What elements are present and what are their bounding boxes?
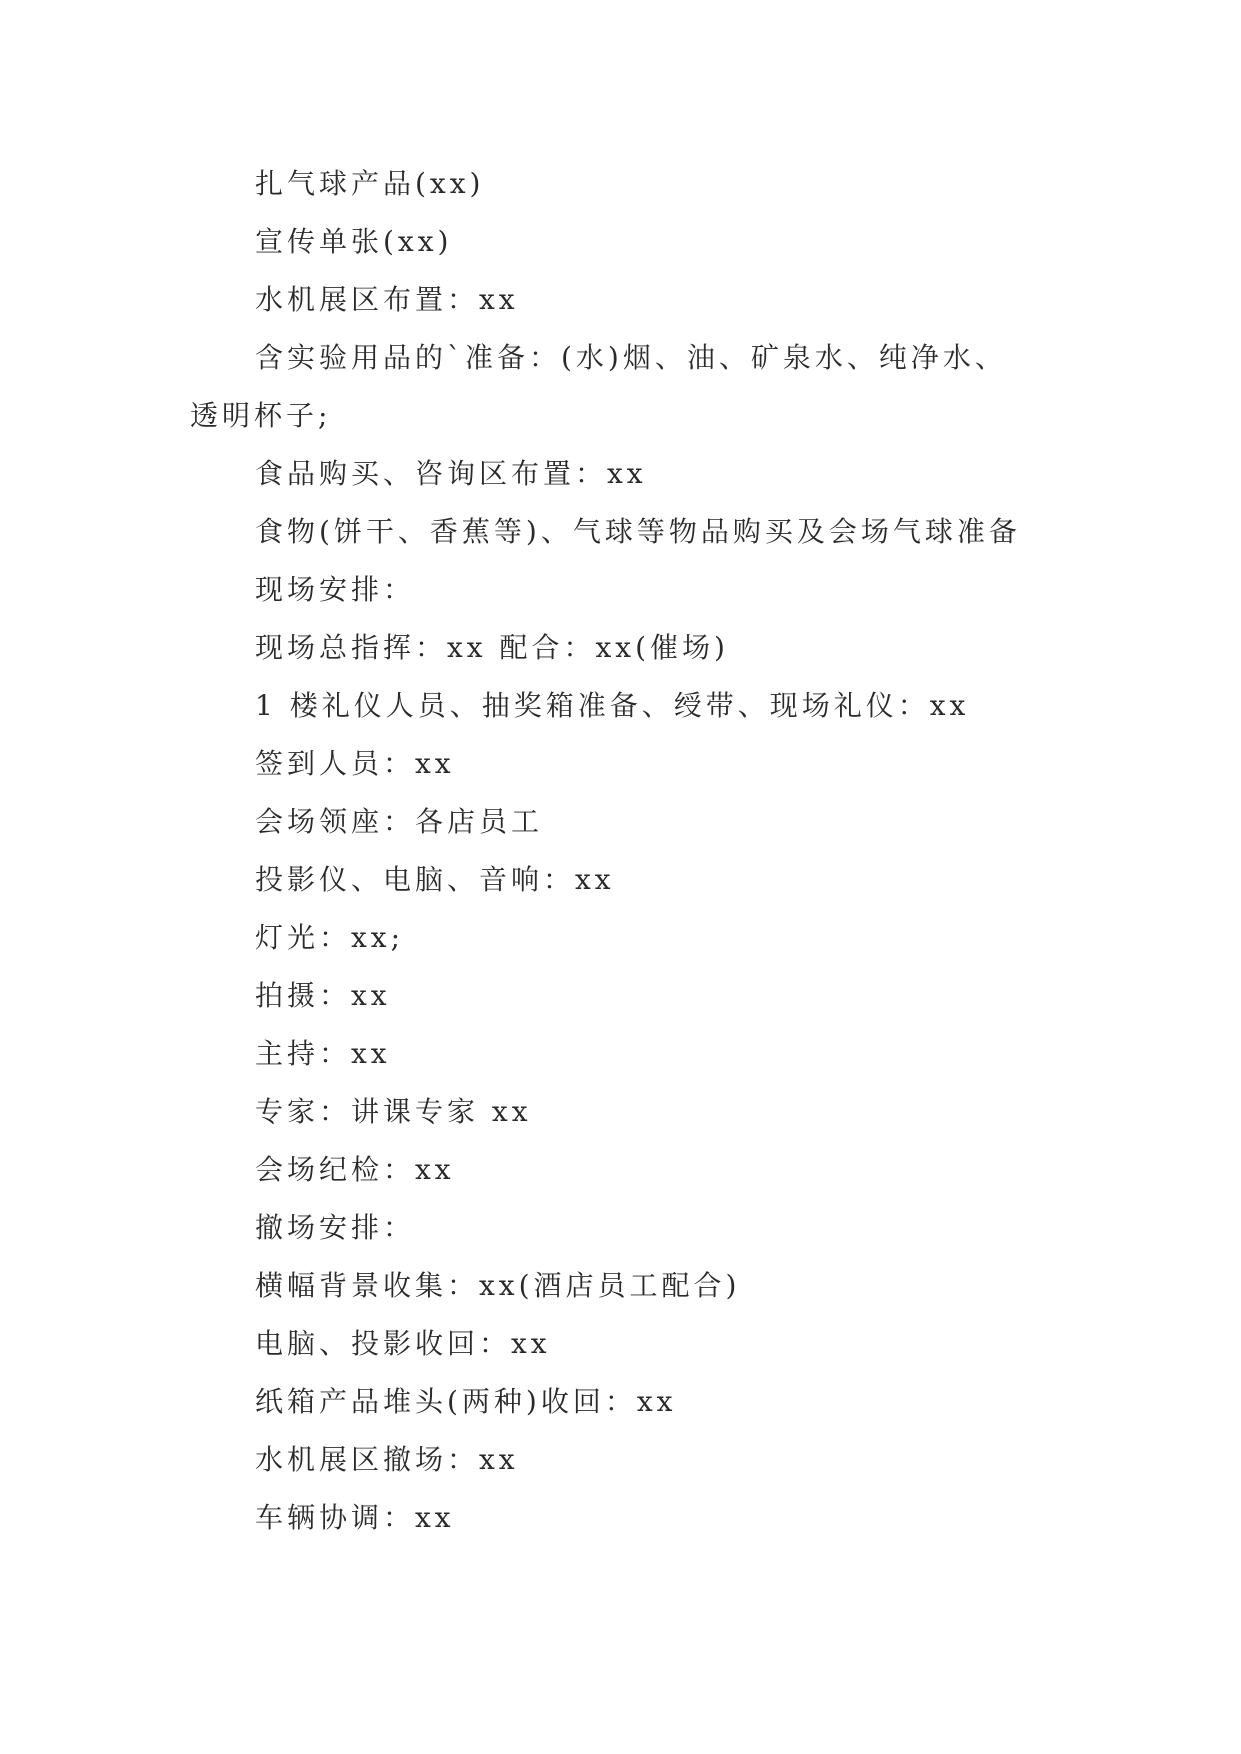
document-body xyxy=(190,155,1060,1547)
text-line: 会场纪检：xx xyxy=(255,1153,455,1186)
section-heading: 现场安排： xyxy=(255,573,416,606)
text-line: 会场领座：各店员工 xyxy=(255,805,544,838)
text-line: 灯光：xx; xyxy=(255,921,405,954)
text-line: 纸箱产品堆头(两种)收回：xx xyxy=(255,1385,677,1418)
text-line: 1 楼礼仪人员、抽奖箱准备、绶带、现场礼仪：xx xyxy=(255,689,970,722)
text-line: 专家：讲课专家 xx xyxy=(255,1095,532,1128)
section-heading: 撤场安排： xyxy=(255,1211,416,1244)
text-line: 签到人员：xx xyxy=(255,747,455,780)
text-line: 电脑、投影收回：xx xyxy=(255,1327,551,1360)
text-line: 横幅背景收集：xx(酒店员工配合) xyxy=(255,1269,741,1302)
text-line: 食品购买、咨询区布置：xx xyxy=(255,457,647,490)
text-line: 车辆协调：xx xyxy=(255,1501,455,1534)
text-line: 扎气球产品(xx) xyxy=(255,167,485,200)
text-line: 食物(饼干、香蕉等)、气球等物品购买及会场气球准备 xyxy=(255,515,1021,548)
text-line: 投影仪、电脑、音响：xx xyxy=(255,863,615,896)
paragraph-continuation-line: 透明杯子; xyxy=(190,399,332,432)
text-line: 水机展区布置：xx xyxy=(255,283,519,316)
text-line: 主持：xx xyxy=(255,1037,391,1070)
text-line: 宣传单张(xx) xyxy=(255,225,453,258)
paragraph-first-line: 含实验用品的`准备：(水)烟、油、矿泉水、纯净水、 xyxy=(255,341,1007,374)
text-line: 拍摄：xx xyxy=(255,979,391,1012)
text-line: 水机展区撤场：xx xyxy=(255,1443,519,1476)
wrapped-paragraph xyxy=(190,329,1060,445)
text-line: 现场总指挥：xx 配合：xx(催场) xyxy=(255,631,729,664)
